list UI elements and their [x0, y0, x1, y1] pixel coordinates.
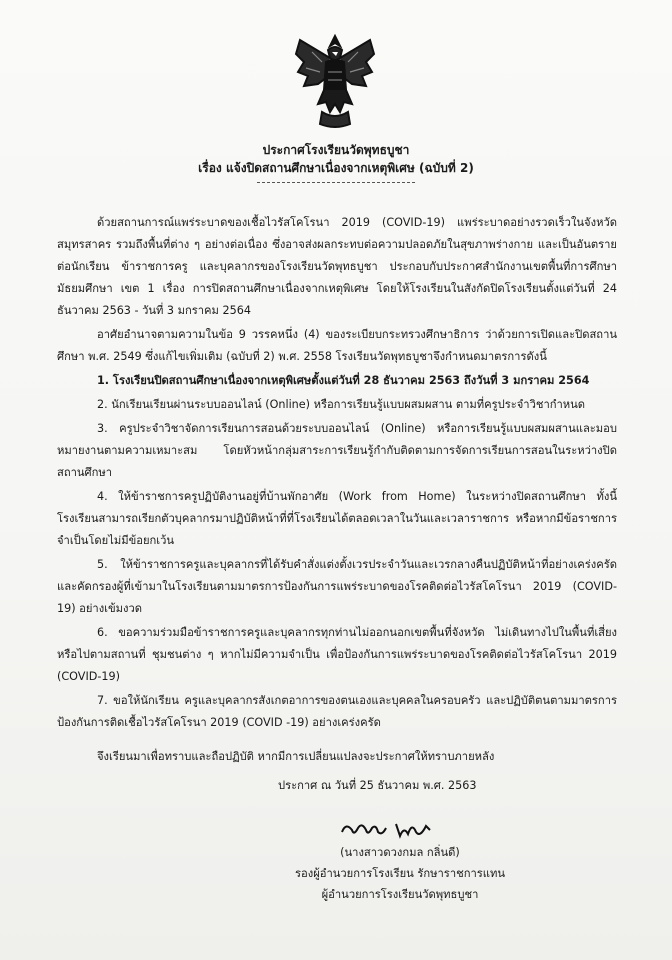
signer-name: (นางสาวดวงกมล กลิ่นดี) [340, 846, 460, 859]
closing-paragraph: จึงเรียนมาเพื่อทราบและถือปฏิบัติ หากมีการเปลี่ยนแปลงจะประกาศให้ทราบภายหลัง [97, 750, 495, 763]
measure-item-2: 2. นักเรียนเรียนผ่านระบบออนไลน์ (Online) หรือการเรียนรู้แบบผสมผสาน ตามที่ครูประจำวิชากำหนด [97, 398, 586, 411]
measure-item-5: 5. ให้ข้าราชการครูและบุคลากรที่ได้รับคำสั่งแต่งตั้งเวรประจำวันและเวรกลางคืนปฏิบัติหน้าที่อย่างเคร่งครัดและคัดกรองผู้ที่เข้ามาในโรงเรียนตามมาตรการป้องกันการแพร่ระบาดของโรคติดต่อไวรัสโคโรนา 2019 (COVID-19) อย่างเข้มงวด [57, 558, 617, 615]
garuda-emblem-icon [292, 32, 378, 132]
announcement-subject: เรื่อง แจ้งปิดสถานศึกษาเนื่องจากเหตุพิเศษ (ฉบับที่ 2) [198, 161, 474, 175]
authority-paragraph: อาศัยอำนาจตามความในข้อ 9 วรรคหนึ่ง (4) ของระเบียบกระทรวงศึกษาธิการ ว่าด้วยการเปิดและปิดสถานศึกษา พ.ศ. 2549 ซึ่งแก้ไขเพิ่มเติม (ฉบับที่ 2) พ.ศ. 2558 โรงเรียนวัดพุทธบูชาจึงกำหนดมาตรการดังนี้ [57, 328, 617, 363]
measure-item-1: 1. โรงเรียนปิดสถานศึกษาเนื่องจากเหตุพิเศษตั้งแต่วันที่ 28 ธันวาคม 2563 ถึงวันที่ 3 มกราคม 2564 [97, 374, 590, 387]
signer-position-director: ผู้อำนวยการโรงเรียนวัดพุทธบูชา [321, 888, 479, 901]
signer-position-acting: รองผู้อำนวยการโรงเรียน รักษาราชการแทน [295, 867, 505, 880]
header-divider [257, 182, 415, 183]
measure-item-3: 3. ครูประจำวิชาจัดการเรียนการสอนด้วยระบบออนไลน์ (Online) หรือการเรียนรู้แบบผสมผสานและมอบหมายงานตามความเหมาะสม โดยหัวหน้ากลุ่มสาระการเรียนรู้กำกับติดตามการจัดการเรียนการสอนในระหว่างปิดสถานศึกษา [57, 422, 617, 479]
measure-item-4: 4. ให้ข้าราชการครูปฏิบัติงานอยู่ที่บ้านพักอาศัย (Work from Home) ในระหว่างปิดสถานศึกษา ทั้งนี้โรงเรียนสามารถเรียกตัวบุคลากรมาปฏิบัติหน้าที่ที่โรงเรียนได้ตลอดเวลาในวันและเวลาราชการ หรือหากมีข้อราชการจำเป็นโดยไม่มีข้อยกเว้น [57, 490, 617, 547]
measure-item-7: 7. ขอให้นักเรียน ครูและบุคลากรสังเกตอาการของตนเองและบุคคลในครอบครัว และปฏิบัติตนตามมาตรการป้องกันการติดเชื้อไวรัสโคโรนา 2019 (COVID -19) อย่างเคร่งครัด [57, 694, 617, 729]
announcement-title: ประกาศโรงเรียนวัดพุทธบูชา [262, 143, 410, 157]
announcement-date: ประกาศ ณ วันที่ 25 ธันวาคม พ.ศ. 2563 [278, 779, 477, 792]
signer-block [250, 842, 550, 905]
handwritten-signature [338, 816, 438, 842]
measure-item-6: 6. ขอความร่วมมือข้าราชการครูและบุคลากรทุกท่านไม่ออกนอกเขตพื้นที่จังหวัด ไม่เดินทางไปในพื้นที่เสี่ยงหรือไปตามสถานที่ ชุมชนต่าง ๆ หากไม่มีความจำเป็น เพื่อป้องกันการแพร่ระบาดของโรคติดต่อไวรัสโคโรนา 2019 (COVID-19) [57, 626, 617, 683]
intro-paragraph: ด้วยสถานการณ์แพร่ระบาดของเชื้อไวรัสโคโรนา 2019 (COVID-19) แพร่ระบาดอย่างรวดเร็วในจังหวัดสมุทรสาคร รวมถึงพื้นที่ต่าง ๆ อย่างต่อเนื่อง ซึ่งอาจส่งผลกระทบต่อความปลอดภัยในสุขภาพร่างกาย และเป็นอันตรายต่อนักเรียน ข้าราชการครู และบุคลากรของโรงเรียนวัดพุทธบูชา ประกอบกับประกาศสำนักงานเขตพื้นที่การศึกษามัธยมศึกษา เขต 1 เรื่อง การปิดสถานศึกษาเนื่องจากเหตุพิเศษ โดยให้โรงเรียนในสังกัดปิดโรงเรียนตั้งแต่วันที่ 24 ธันวาคม 2563 - วันที่ 3 มกราคม 2564 [57, 216, 617, 317]
announcement-header [0, 141, 672, 183]
announcement-body [57, 212, 617, 768]
